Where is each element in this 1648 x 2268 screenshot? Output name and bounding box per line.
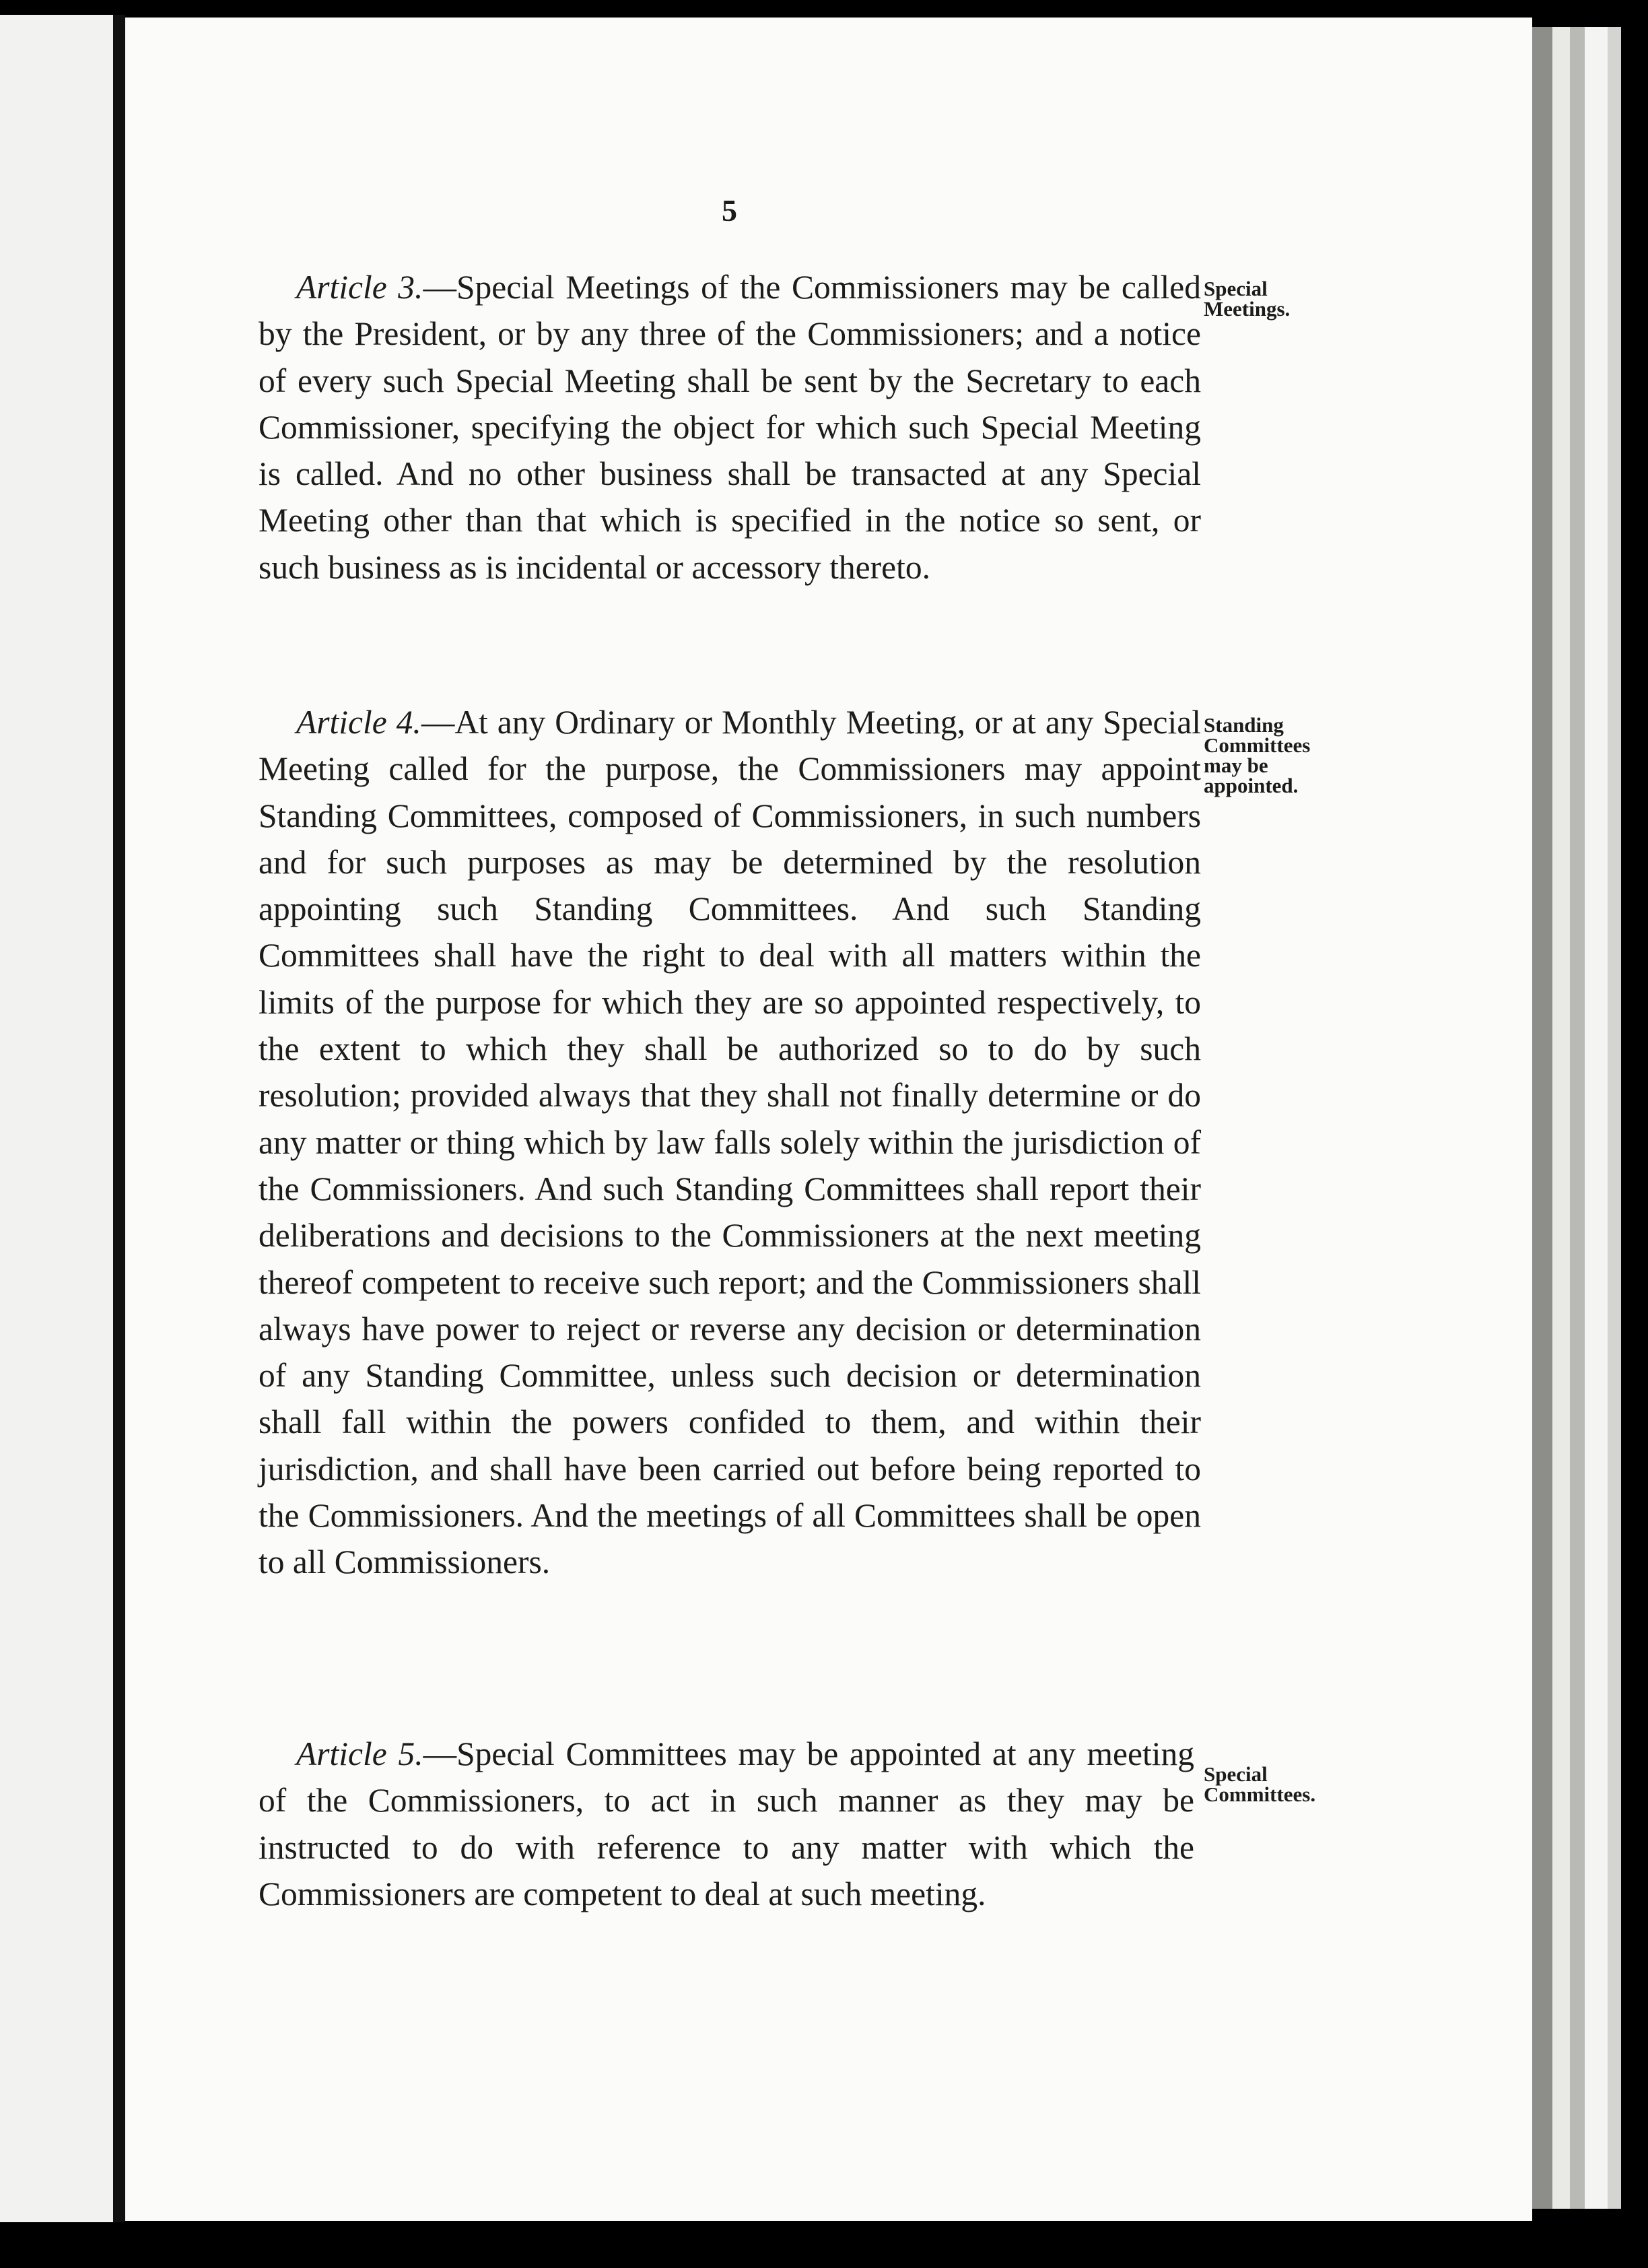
article-4-margin-note: Standing Committees may be appointed.	[1204, 713, 1311, 797]
page-edge-stack	[1608, 27, 1621, 2209]
book-gutter	[113, 15, 125, 2237]
page-edge-stack	[1532, 27, 1552, 2209]
article-3-margin-note: Special Meetings.	[1204, 277, 1291, 321]
article-3-text: —Special Meetings of the Commissioners may be called by the President, or by any three of the Commissioners; and a notice of every such Special Meeting shall be sent by the Secretary to each Commissioner, specifying the object for which such Special Meeting is called. And no other business shall be transacted at any Special Meeting other than that which is specified in the notice so sent, or such business as is incidental or accessory thereto.	[259, 269, 1201, 586]
article-5-text: —Special Committees may be appointed at any meeting of the Commissioners, to act in such manner as they may be instructed to do with reference to any matter with which the Commissioners are competent to deal at such meeting.	[259, 1735, 1194, 1912]
page-edge-stack	[1552, 27, 1570, 2209]
article-5-paragraph	[259, 1731, 1194, 1917]
page-edge-stack	[1570, 27, 1585, 2209]
article-5-label: Article 5.	[296, 1735, 423, 1772]
facing-page-edge	[0, 15, 113, 2237]
article-4-label: Article 4.	[296, 704, 421, 741]
scan-top-border	[0, 0, 1648, 15]
article-3-label: Article 3.	[296, 269, 423, 306]
page-edge-stack	[1585, 27, 1608, 2209]
scan-bottom-border	[0, 2222, 1648, 2268]
article-5-margin-note: Special Committees.	[1204, 1762, 1316, 1806]
article-4-paragraph	[259, 699, 1201, 1586]
article-4-text: —At any Ordinary or Monthly Meeting, or at any Special Meeting called for the purpose, the Commissioners may appoint Standing Committees, composed of Commissioners, in such numbers and for such purposes as may be determined by the resolution appointing such Standing Committees. And such Standing Committees shall have the right to deal with all matters within the limits of the purpose for which they are so appointed respectively, to the extent to which they shall be authorized so to do by such resolution; provided always that they shall not finally determine or do any matter or thing which by law falls solely within the jurisdiction of the Commissioners. And such Standing Committees shall report their deliberations and decisions to the Commissioners at the next meeting thereof competent to receive such report; and the Commissioners shall always have power to reject or reverse any decision or determination of any Standing Committee, unless such decision or determination shall fall within the powers confided to them, and within their jurisdiction, and shall have been carried out before being reported to the Commissioners. And the meetings of all Committees shall be open to all Commissioners.	[259, 704, 1201, 1581]
article-3-paragraph	[259, 264, 1201, 591]
page-number: 5	[722, 193, 737, 228]
